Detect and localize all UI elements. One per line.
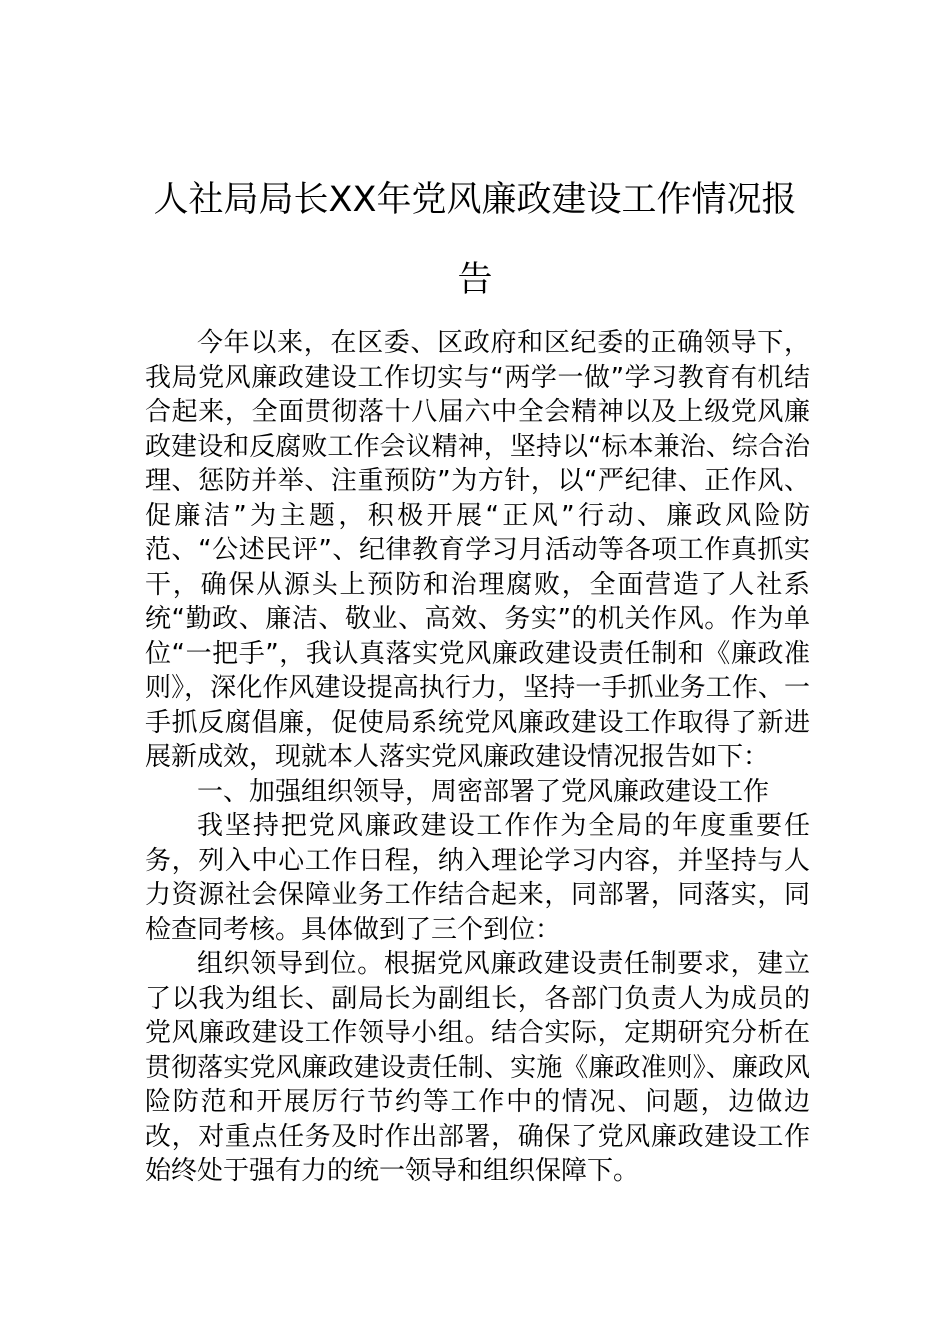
section-heading: 一、加强组织领导，周密部署了党风廉政建设工作 bbox=[197, 776, 770, 807]
document-body bbox=[145, 326, 810, 1189]
section-paragraph: 我坚持把党风廉政建设工作作为全局的年度重要任务，列入中心工作日程，纳入理论学习内容，并坚持与人力资源社会保障业务工作结合起来，同部署，同落实，同检查同考核。具体做到了三个到位： bbox=[145, 811, 810, 945]
organization-paragraph: 组织领导到位。根据党风廉政建设责任制要求，建立了以我为组长、副局长为副组长，各部门负责人为成员的党风廉政建设工作领导小组。结合实际，定期研究分析在贯彻落实党风廉政建设责任制、实施《廉政准则》、廉政风险防范和开展厉行节约等工作中的情况、问题，边做边改，对重点任务及时作出部署，确保了党风廉政建设工作始终处于强有力的统一领导和组织保障下。 bbox=[145, 949, 810, 1186]
document-title: 人社局局长XX年党风廉政建设工作情况报告 bbox=[153, 180, 797, 300]
intro-paragraph: 今年以来，在区委、区政府和区纪委的正确领导下，我局党风廉政建设工作切实与“两学一做”学习教育有机结合起来，全面贯彻落十八届六中全会精神以及上级党风廉政建设和反腐败工作会议精神，坚持以“标本兼治、综合治理、惩防并举、注重预防”为方针，以“严纪律、正作风、促廉洁”为主题，积极开展“正风”行动、廉政风险防范、“公述民评”、纪律教育学习月活动等各项工作真抓实干，确保从源头上预防和治理腐败，全面营造了人社系统“勤政、廉洁、敬业、高效、务实”的机关作风。作为单位“一把手”，我认真落实党风廉政建设责任制和《廉政准则》，深化作风建设提高执行力，坚持一手抓业务工作、一手抓反腐倡廉，促使局系统党风廉政建设工作取得了新进展新成效，现就本人落实党风廉政建设情况报告如下： bbox=[145, 328, 810, 772]
